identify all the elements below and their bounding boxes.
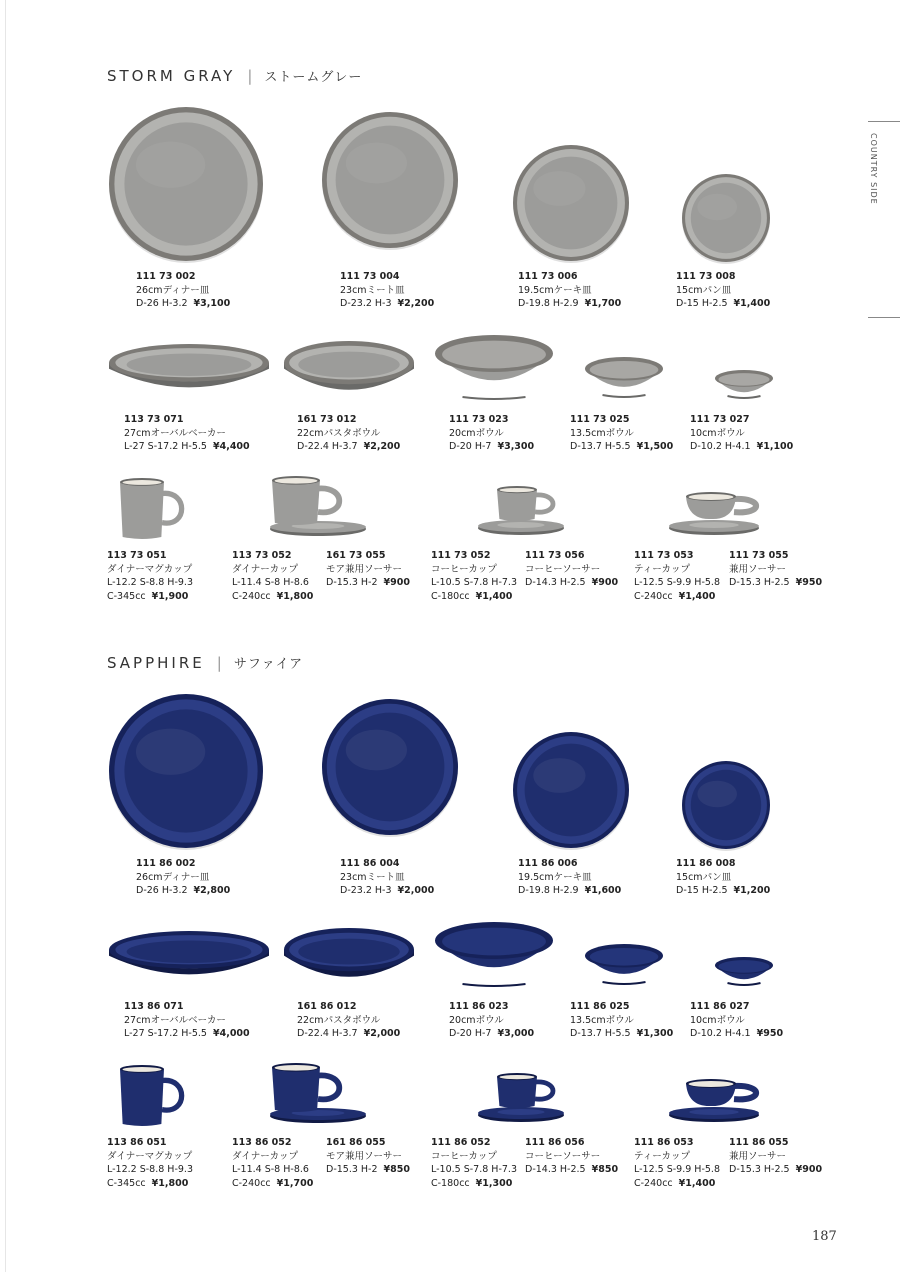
bowl-image-1-0 xyxy=(107,929,271,985)
spec-row xyxy=(297,440,400,454)
product-name: 13.5cmボウル xyxy=(570,1014,634,1026)
spec-row xyxy=(525,1163,618,1177)
product-capacity: C-345cc xyxy=(107,590,146,602)
spec-row xyxy=(232,1177,313,1191)
spec-row xyxy=(297,1027,400,1041)
bowl-caption-0-0 xyxy=(124,413,250,454)
product-code: 111 86 006 xyxy=(518,858,578,869)
plate-image-0-0 xyxy=(105,103,267,265)
product-name: モア兼用ソーサー xyxy=(326,1150,403,1162)
plate-caption-1-3 xyxy=(676,857,770,898)
product-name: 27cmオーバルベーカー xyxy=(124,1014,226,1026)
spec-row xyxy=(676,884,770,898)
product-spec: L-12.5 S-9.9 H-5.8 xyxy=(634,1164,720,1176)
bowl-caption-0-3 xyxy=(570,413,673,454)
product-code: 111 86 053 xyxy=(634,1137,694,1148)
plate-image-0-2 xyxy=(509,141,633,265)
product-spec: L-12.5 S-9.9 H-5.8 xyxy=(634,577,720,589)
page-number: 187 xyxy=(812,1229,837,1244)
product-spec: L-11.4 S-8 H-8.6 xyxy=(232,1164,309,1176)
product-code: 111 73 055 xyxy=(729,550,789,561)
spec-row xyxy=(634,1177,720,1191)
plate-caption-1-1 xyxy=(340,857,434,898)
product-price: ¥1,300 xyxy=(475,1177,513,1189)
product-spec: L-10.5 S-7.8 H-7.3 xyxy=(431,577,517,589)
plate-caption-0-2 xyxy=(518,270,621,311)
product-code: 111 86 027 xyxy=(690,1001,750,1012)
bowl-caption-0-4 xyxy=(690,413,793,454)
product-code: 111 73 025 xyxy=(570,414,630,425)
product-code: 111 73 002 xyxy=(136,271,196,282)
product-price: ¥2,800 xyxy=(193,885,231,897)
product-code: 111 73 027 xyxy=(690,414,750,425)
product-price: ¥950 xyxy=(756,1028,784,1040)
product-price: ¥2,200 xyxy=(363,441,401,453)
product-code: 111 73 052 xyxy=(431,550,491,561)
product-price: ¥900 xyxy=(383,577,410,589)
product-capacity: C-240cc xyxy=(232,590,271,602)
product-spec: D-10.2 H-4.1 xyxy=(690,1028,751,1040)
product-spec: D-26 H-3.2 xyxy=(136,298,188,310)
product-code: 113 73 052 xyxy=(232,550,292,561)
cup-image-0-2 xyxy=(497,486,559,522)
spec-row xyxy=(690,440,793,454)
product-spec: L-11.4 S-8 H-8.6 xyxy=(232,577,309,589)
product-name: モア兼用ソーサー xyxy=(326,563,403,575)
product-code: 161 86 012 xyxy=(297,1001,357,1012)
product-price: ¥1,700 xyxy=(276,1177,314,1189)
product-price: ¥850 xyxy=(383,1164,410,1176)
product-code: 111 86 008 xyxy=(676,858,736,869)
product-price: ¥3,300 xyxy=(497,441,535,453)
cup-image-0-3 xyxy=(686,492,764,520)
product-spec: D-23.2 H-3 xyxy=(340,885,392,897)
spec-row xyxy=(518,297,621,311)
plate-caption-1-0 xyxy=(136,857,230,898)
plate-image-1-3 xyxy=(678,757,774,853)
bowl-image-1-2 xyxy=(433,920,555,990)
product-capacity: C-180cc xyxy=(431,590,470,602)
product-name: 20cmボウル xyxy=(449,1014,504,1026)
cup-caption-0-2 xyxy=(326,549,410,590)
product-capacity: C-240cc xyxy=(232,1177,271,1189)
product-name: 26cmディナー皿 xyxy=(136,284,210,296)
product-name: 10cmボウル xyxy=(690,1014,745,1026)
product-name: 10cmボウル xyxy=(690,427,745,439)
product-code: 161 86 055 xyxy=(326,1137,386,1148)
product-name: 27cmオーバルベーカー xyxy=(124,427,226,439)
product-code: 111 73 006 xyxy=(518,271,578,282)
product-spec: D-22.4 H-3.7 xyxy=(297,441,358,453)
product-price: ¥2,200 xyxy=(397,298,435,310)
plate-caption-1-2 xyxy=(518,857,621,898)
cup-caption-0-6 xyxy=(729,549,822,590)
spec-row xyxy=(326,576,410,590)
product-name: コーヒーソーサー xyxy=(525,563,601,575)
product-code: 111 86 023 xyxy=(449,1001,509,1012)
product-name: 23cmミート皿 xyxy=(340,284,405,296)
product-spec: D-15.3 H-2 xyxy=(326,1164,378,1176)
product-price: ¥3,100 xyxy=(193,298,231,310)
product-name: コーヒーカップ xyxy=(431,1150,497,1162)
product-name: 26cmディナー皿 xyxy=(136,871,210,883)
product-name: コーヒーソーサー xyxy=(525,1150,601,1162)
cup-caption-0-3 xyxy=(431,549,517,603)
spec-row xyxy=(340,884,434,898)
spec-row xyxy=(326,1163,410,1177)
product-name: ティーカップ xyxy=(634,563,690,575)
spec-row xyxy=(340,297,434,311)
bowl-caption-1-3 xyxy=(570,1000,673,1041)
spec-row xyxy=(570,440,673,454)
product-name: ダイナーマグカップ xyxy=(107,563,193,575)
product-code: 111 73 004 xyxy=(340,271,400,282)
spec-row xyxy=(431,1177,517,1191)
product-spec: D-15.3 H-2 xyxy=(326,577,378,589)
spec-row xyxy=(729,576,822,590)
product-code: 111 86 052 xyxy=(431,1137,491,1148)
cup-caption-1-5 xyxy=(634,1136,720,1190)
product-name: 兼用ソーサー xyxy=(729,563,787,575)
spec-row xyxy=(449,1027,534,1041)
product-code: 111 86 056 xyxy=(525,1137,585,1148)
product-spec: D-15.3 H-2.5 xyxy=(729,577,790,589)
product-price: ¥2,000 xyxy=(363,1028,401,1040)
product-name: コーヒーカップ xyxy=(431,563,497,575)
side-rule-bottom xyxy=(868,317,900,318)
plate-image-1-1 xyxy=(318,695,462,839)
product-name: 兼用ソーサー xyxy=(729,1150,787,1162)
spec-row xyxy=(518,884,621,898)
product-code: 161 73 055 xyxy=(326,550,386,561)
product-spec: D-15.3 H-2.5 xyxy=(729,1164,790,1176)
product-price: ¥950 xyxy=(795,577,823,589)
product-spec: D-20 H-7 xyxy=(449,441,492,453)
product-spec: D-15 H-2.5 xyxy=(676,885,728,897)
bowl-image-1-3 xyxy=(583,942,665,988)
product-name: 22cmパスタボウル xyxy=(297,1014,381,1026)
product-name: 15cmパン皿 xyxy=(676,284,732,296)
product-spec: D-15 H-2.5 xyxy=(676,298,728,310)
spec-row xyxy=(431,590,517,604)
plate-caption-0-3 xyxy=(676,270,770,311)
spec-row xyxy=(107,590,193,604)
plate-caption-0-1 xyxy=(340,270,434,311)
product-code: 113 73 071 xyxy=(124,414,184,425)
product-code: 111 86 004 xyxy=(340,858,400,869)
bowl-caption-0-2 xyxy=(449,413,534,454)
bowl-caption-1-1 xyxy=(297,1000,400,1041)
product-spec: D-26 H-3.2 xyxy=(136,885,188,897)
page-edge-line xyxy=(5,0,6,1272)
product-spec: D-10.2 H-4.1 xyxy=(690,441,751,453)
product-name: 15cmパン皿 xyxy=(676,871,732,883)
bowl-image-0-1 xyxy=(282,339,416,403)
product-spec: D-13.7 H-5.5 xyxy=(570,1028,631,1040)
cup-image-1-2 xyxy=(497,1073,559,1109)
cup-caption-0-5 xyxy=(634,549,720,603)
product-name: 13.5cmボウル xyxy=(570,427,634,439)
spec-row xyxy=(690,1027,783,1041)
product-code: 111 73 053 xyxy=(634,550,694,561)
product-price: ¥1,400 xyxy=(678,590,716,602)
product-name: ティーカップ xyxy=(634,1150,690,1162)
spec-row xyxy=(449,440,534,454)
bowl-caption-0-1 xyxy=(297,413,400,454)
plate-caption-0-0 xyxy=(136,270,230,311)
bowl-image-1-1 xyxy=(282,926,416,990)
cup-caption-1-2 xyxy=(326,1136,410,1177)
product-price: ¥1,200 xyxy=(733,885,771,897)
product-code: 111 73 023 xyxy=(449,414,509,425)
product-price: ¥1,800 xyxy=(276,590,314,602)
product-code: 113 73 051 xyxy=(107,550,167,561)
product-code: 161 73 012 xyxy=(297,414,357,425)
product-price: ¥1,400 xyxy=(475,590,513,602)
spec-row xyxy=(232,590,313,604)
cup-caption-1-4 xyxy=(525,1136,618,1177)
product-name: 22cmパスタボウル xyxy=(297,427,381,439)
cup-caption-0-4 xyxy=(525,549,618,590)
product-code: 111 73 056 xyxy=(525,550,585,561)
product-spec: L-27 S-17.2 H-5.5 xyxy=(124,1028,207,1040)
product-price: ¥900 xyxy=(591,577,619,589)
product-price: ¥1,300 xyxy=(636,1028,674,1040)
bowl-image-0-0 xyxy=(107,342,271,398)
product-spec: D-14.3 H-2.5 xyxy=(525,577,586,589)
product-spec: D-14.3 H-2.5 xyxy=(525,1164,586,1176)
spec-row xyxy=(107,1177,193,1191)
product-price: ¥1,700 xyxy=(584,298,622,310)
spec-row xyxy=(124,1027,250,1041)
product-code: 111 86 025 xyxy=(570,1001,630,1012)
spec-row xyxy=(676,297,770,311)
product-price: ¥4,000 xyxy=(212,1028,250,1040)
product-name: 23cmミート皿 xyxy=(340,871,405,883)
spec-row xyxy=(729,1163,822,1177)
section-title-storm-gray: STORM GRAY | ストームグレー xyxy=(107,67,363,85)
product-spec: D-22.4 H-3.7 xyxy=(297,1028,358,1040)
product-code: 113 86 051 xyxy=(107,1137,167,1148)
plate-image-1-2 xyxy=(509,728,633,852)
cup-image-1-3 xyxy=(686,1079,764,1107)
cup-caption-1-0 xyxy=(107,1136,193,1190)
side-label: COUNTRY SIDE xyxy=(869,133,878,205)
cup-caption-1-1 xyxy=(232,1136,313,1190)
product-code: 111 73 008 xyxy=(676,271,736,282)
product-capacity: C-345cc xyxy=(107,1177,146,1189)
product-price: ¥1,600 xyxy=(584,885,622,897)
bowl-caption-1-2 xyxy=(449,1000,534,1041)
spec-row xyxy=(136,884,230,898)
spec-row xyxy=(634,590,720,604)
product-price: ¥3,000 xyxy=(497,1028,535,1040)
product-spec: D-19.8 H-2.9 xyxy=(518,885,579,897)
product-spec: D-19.8 H-2.9 xyxy=(518,298,579,310)
product-code: 113 86 071 xyxy=(124,1001,184,1012)
product-price: ¥1,100 xyxy=(756,441,794,453)
cup-image-0-1 xyxy=(272,476,346,526)
plate-image-0-1 xyxy=(318,108,462,252)
product-price: ¥1,800 xyxy=(151,1177,189,1189)
plate-image-0-3 xyxy=(678,170,774,266)
product-price: ¥2,000 xyxy=(397,885,435,897)
product-spec: D-23.2 H-3 xyxy=(340,298,392,310)
cup-caption-1-3 xyxy=(431,1136,517,1190)
product-name: ダイナーカップ xyxy=(232,1150,299,1162)
bowl-caption-1-4 xyxy=(690,1000,783,1041)
cup-caption-0-0 xyxy=(107,549,193,603)
product-spec: L-12.2 S-8.8 H-9.3 xyxy=(107,577,193,589)
product-code: 111 86 002 xyxy=(136,858,196,869)
product-name: ダイナーカップ xyxy=(232,563,299,575)
product-name: 19.5cmケーキ皿 xyxy=(518,284,592,296)
product-spec: D-13.7 H-5.5 xyxy=(570,441,631,453)
product-spec: L-12.2 S-8.8 H-9.3 xyxy=(107,1164,193,1176)
cup-image-0-0 xyxy=(120,478,188,540)
product-price: ¥1,900 xyxy=(151,590,189,602)
bowl-image-0-2 xyxy=(433,333,555,403)
bowl-image-0-3 xyxy=(583,355,665,401)
product-name: ダイナーマグカップ xyxy=(107,1150,193,1162)
product-spec: D-20 H-7 xyxy=(449,1028,492,1040)
product-price: ¥850 xyxy=(591,1164,619,1176)
cup-image-1-1 xyxy=(272,1063,346,1113)
side-rule-top xyxy=(868,121,900,122)
cup-caption-0-1 xyxy=(232,549,313,603)
cup-image-1-0 xyxy=(120,1065,188,1127)
product-spec: L-10.5 S-7.8 H-7.3 xyxy=(431,1164,517,1176)
bowl-image-0-4 xyxy=(713,368,775,402)
product-price: ¥900 xyxy=(795,1164,823,1176)
bowl-caption-1-0 xyxy=(124,1000,250,1041)
product-name: 19.5cmケーキ皿 xyxy=(518,871,592,883)
product-price: ¥1,500 xyxy=(636,441,674,453)
product-price: ¥4,400 xyxy=(212,441,250,453)
spec-row xyxy=(525,576,618,590)
product-capacity: C-240cc xyxy=(634,590,673,602)
product-capacity: C-180cc xyxy=(431,1177,470,1189)
product-price: ¥1,400 xyxy=(733,298,771,310)
spec-row xyxy=(136,297,230,311)
plate-image-1-0 xyxy=(105,690,267,852)
spec-row xyxy=(570,1027,673,1041)
product-price: ¥1,400 xyxy=(678,1177,716,1189)
bowl-image-1-4 xyxy=(713,955,775,989)
product-name: 20cmボウル xyxy=(449,427,504,439)
product-code: 111 86 055 xyxy=(729,1137,789,1148)
product-code: 113 86 052 xyxy=(232,1137,292,1148)
section-title-sapphire: SAPPHIRE | サファイア xyxy=(107,654,304,672)
product-spec: L-27 S-17.2 H-5.5 xyxy=(124,441,207,453)
spec-row xyxy=(124,440,250,454)
product-capacity: C-240cc xyxy=(634,1177,673,1189)
cup-caption-1-6 xyxy=(729,1136,822,1177)
